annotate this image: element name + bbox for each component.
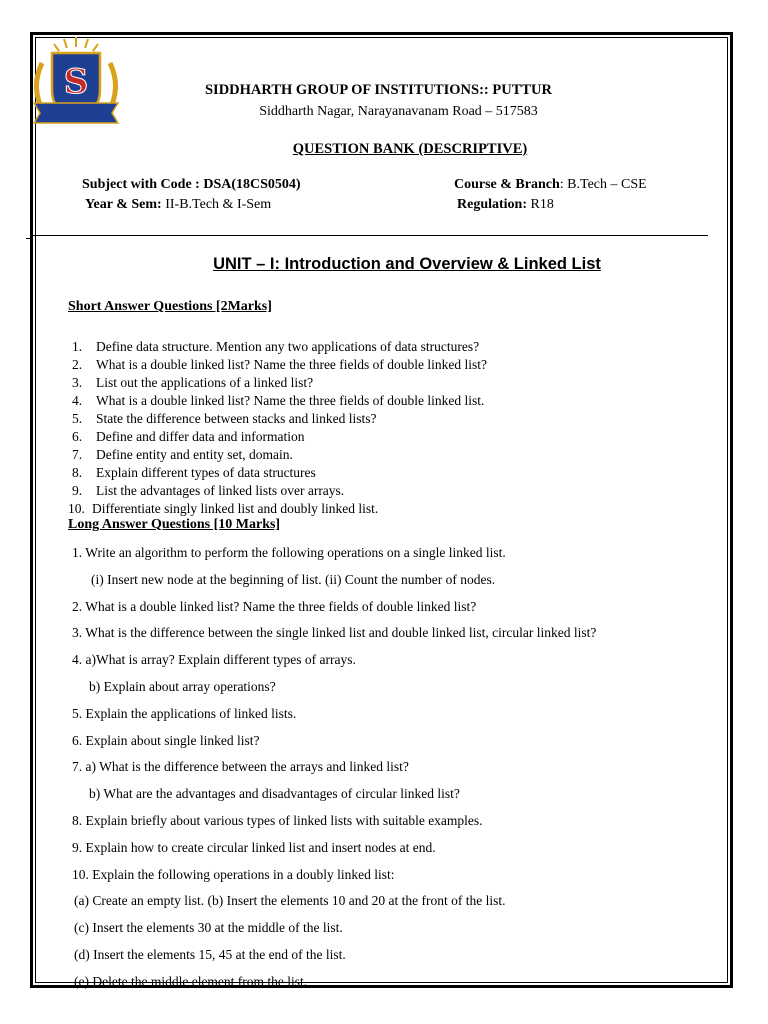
short-answer-list: [68, 338, 488, 518]
unit-title: UNIT – I: Introduction and Overview & Linked List: [213, 255, 601, 273]
question-number: 4.: [72, 393, 83, 408]
long-question-item: 6. Explain about single linked list?: [72, 732, 260, 748]
question-number: 5.: [72, 411, 83, 426]
course-branch: Course & Branch: B.Tech – CSE: [454, 177, 647, 192]
subject-code: Subject with Code : DSA(18CS0504): [82, 177, 301, 192]
question-text: What is a double linked list? Name the three fields of double linked list.: [96, 393, 485, 408]
question-text: List the advantages of linked lists over arrays.: [96, 483, 345, 498]
short-question-item: [72, 356, 487, 374]
long-answer-heading: Long Answer Questions [10 Marks]: [68, 517, 281, 532]
question-text: What is a double linked list? Name the three fields of double linked list?: [96, 357, 488, 372]
question-number: 2.: [72, 357, 83, 372]
document-title: QUESTION BANK (DESCRIPTIVE): [292, 141, 528, 157]
question-text: Define entity and entity set, domain.: [96, 447, 293, 462]
long-question-item: 9. Explain how to create circular linked list and insert nodes at end.: [72, 839, 436, 855]
long-question-item: b) What are the advantages and disadvantages of circular linked list?: [89, 786, 460, 802]
short-question-item: [72, 482, 487, 500]
question-number: 9.: [72, 483, 83, 498]
divider-tick: [26, 238, 32, 239]
long-question-item: b) Explain about array operations?: [89, 678, 276, 694]
short-answer-heading: Short Answer Questions [2Marks]: [68, 299, 272, 314]
question-text: List out the applications of a linked list?: [96, 375, 314, 390]
long-question-item: (e) Delete the middle element from the list.: [74, 973, 308, 989]
long-question-item: (d) Insert the elements 15, 45 at the end of the list.: [74, 946, 346, 962]
short-question-item: [72, 464, 487, 482]
short-question-item: [72, 428, 487, 446]
long-question-item: (a) Create an empty list. (b) Insert the elements 10 and 20 at the front of the list.: [74, 893, 506, 909]
short-question-item: [72, 392, 487, 410]
long-question-item: 2. What is a double linked list? Name the three fields of double linked list?: [72, 598, 477, 614]
short-question-item: [72, 374, 487, 392]
institution-address: Siddharth Nagar, Narayanavanam Road – 517583: [259, 104, 538, 119]
question-number: 10.: [68, 501, 85, 516]
question-number: 3.: [72, 375, 83, 390]
short-question-item: [72, 338, 487, 356]
year-sem: Year & Sem: II-B.Tech & I-Sem: [85, 197, 272, 212]
header-divider: [30, 235, 708, 236]
long-question-item: 8. Explain briefly about various types of linked lists with suitable examples.: [72, 812, 483, 828]
question-text: State the difference between stacks and linked lists?: [96, 411, 377, 426]
long-question-item: 1. Write an algorithm to perform the following operations on a single linked list.: [72, 545, 506, 560]
question-number: 6.: [72, 429, 83, 444]
long-question-item: 7. a) What is the difference between the arrays and linked list?: [72, 759, 409, 775]
long-question-item: 3. What is the difference between the single linked list and double linked list, circular linked list?: [72, 625, 597, 641]
long-question-item: 4. a)What is array? Explain different types of arrays.: [72, 652, 356, 668]
institution-name: SIDDHARTH GROUP OF INSTITUTIONS:: PUTTUR: [204, 82, 552, 98]
question-number: 8.: [72, 465, 83, 480]
question-text: Define data structure. Mention any two applications of data structures?: [96, 339, 480, 354]
question-text: Explain different types of data structures: [96, 465, 316, 480]
short-question-item: [72, 410, 487, 428]
long-question-item: 5. Explain the applications of linked lists.: [72, 705, 297, 721]
long-question-item: 10. Explain the following operations in a doubly linked list:: [72, 866, 395, 882]
long-answer-list: [72, 543, 596, 999]
long-question-item: (c) Insert the elements 30 at the middle of the list.: [74, 920, 343, 936]
svg-text:S: S: [63, 62, 89, 102]
regulation: Regulation: R18: [457, 197, 554, 212]
question-text: Define and differ data and information: [96, 429, 305, 444]
short-question-item: [72, 446, 487, 464]
short-question-item: [68, 500, 487, 518]
long-question-item: (i) Insert new node at the beginning of list. (ii) Count the number of nodes.: [91, 571, 496, 587]
question-number: 7.: [72, 447, 83, 462]
question-number: 1.: [72, 339, 83, 354]
question-text: Differentiate singly linked list and doubly linked list.: [92, 501, 379, 516]
